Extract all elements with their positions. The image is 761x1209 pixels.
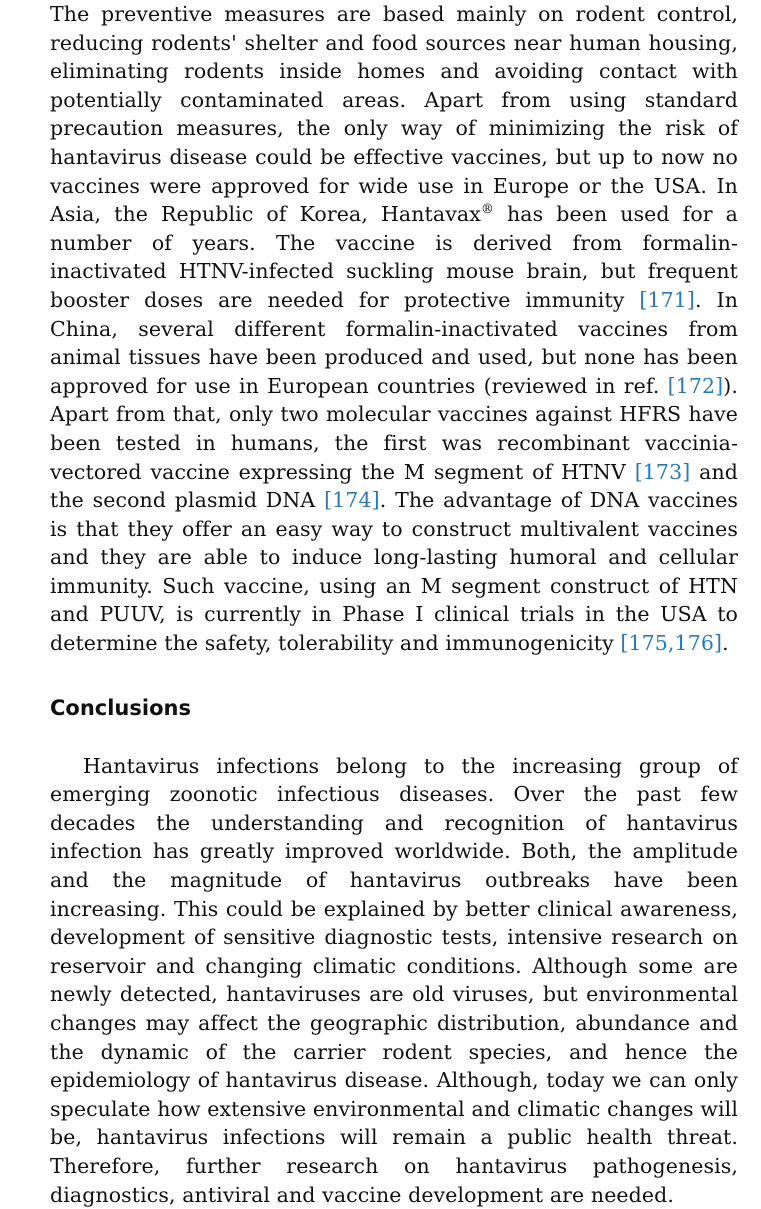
citation-172-link[interactable]: [172] xyxy=(667,373,724,398)
conclusions-heading: Conclusions xyxy=(50,695,191,720)
citation-171-link[interactable]: [171] xyxy=(639,287,695,312)
vaccine-text-3: . In China, several different formalin-inactivated vaccines from animal tissues have been produced and used, but none has been approved for use in European countries (reviewed in ref. xyxy=(50,287,739,398)
article-page xyxy=(50,0,738,1209)
vaccine-text-7: . xyxy=(722,631,729,656)
citation-174-link[interactable]: [174] xyxy=(324,488,380,513)
vaccine-text-5: and the second plasmid DNA xyxy=(50,459,739,513)
vaccine-text-4: ). Apart from that, only two molecular vaccines against HFRS have been tested in humans, the first was recombinant vaccinia-vectored vaccine expressing the M segment of HTNV xyxy=(50,373,738,484)
registered-mark: ® xyxy=(480,202,494,218)
vaccine-paragraph xyxy=(50,0,738,658)
vaccine-text-1: The preventive measures are based mainly on rodent control, reducing rodents' shelter and food sources near human housing, eliminating rodents inside homes and avoiding contact with potentially contaminated areas. Apart from using standard precaution measures, the only way of minimizing the risk of hantavirus disease could be effective vaccines, but up to now no vaccines were approved for wide use in Europe or the USA. In Asia, the Republic of Korea, Hantavax xyxy=(50,2,738,227)
conclusions-paragraph: Hantavirus infections belong to the increasing group of emerging zoonotic infectious diseases. Over the past few decades the understanding and recognition of hantavirus infection has greatly improved worldwide. Both, the amplitude and the magnitude of hantavirus outbreaks have been increasing. This could be explained by better clinical awareness, development of sensitive diagnostic tests, intensive research on reservoir and changing climatic conditions. Although some are newly detected, hantaviruses are old viruses, but environmental changes may affect the geographic distribution, abundance and the dynamic of the carrier rodent species, and hence the epidemiology of hantavirus disease. Although, today we can only speculate how extensive environmental and climatic changes will be, hantavirus infections will remain a public health threat. Therefore, further research on hantavirus pathogenesis, diagnostics, antiviral and vaccine development are needed. xyxy=(50,753,738,1207)
citation-173-link[interactable]: [173] xyxy=(634,459,691,484)
vaccine-text-2: has been used for a number of years. The vaccine is derived from formalin-inactivated HTNV-infected suckling mouse brain, but frequent booster doses are needed for protective immunity xyxy=(50,202,739,312)
vaccine-text-6: . The advantage of DNA vaccines is that they offer an easy way to construct multivalent vaccines and they are able to induce long-lasting humoral and cellular immunity. Such vaccine, using an M segment construct of HTN and PUUV, is currently in Phase I clinical trials in the USA to determine the safety, tolerability and immunogenicity xyxy=(50,488,738,656)
citation-175-176-link[interactable]: [175,176] xyxy=(620,631,723,656)
